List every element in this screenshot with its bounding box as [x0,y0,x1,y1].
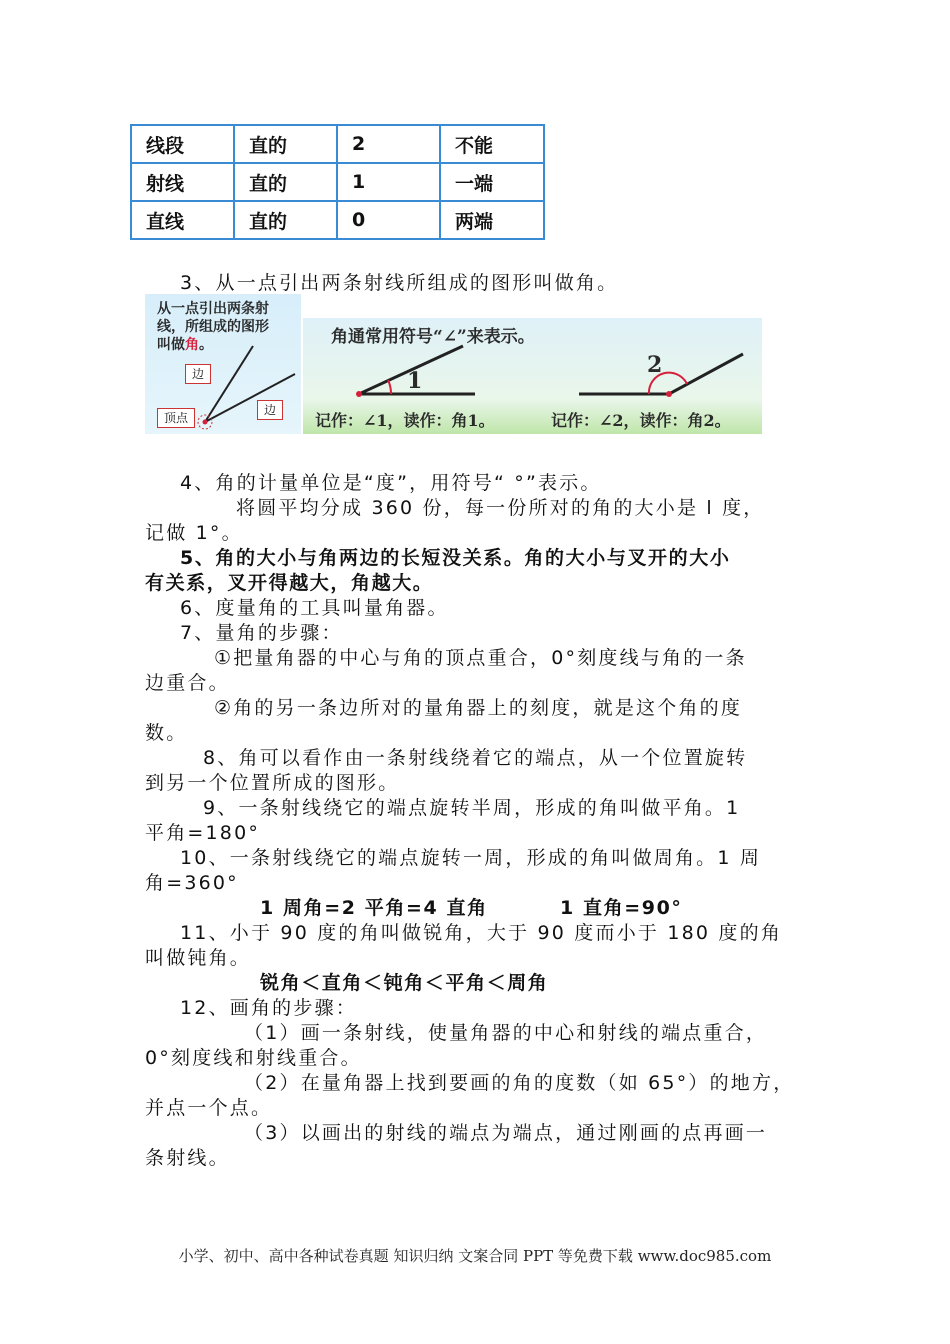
note-angle2: 记作：∠2，读作：角2。 [551,411,731,430]
angle-symbol-panel [303,318,762,434]
item-7: 7、量角的步骤： [180,622,343,644]
item-4-detail-line1: 将圆平均分成 360 份，每一份所对的角的大小是 l 度， [236,497,765,519]
side-label-1: 边 [185,364,211,384]
item-9-line1: 9、一条射线绕它的端点旋转半周，形成的角叫做平角。1 [203,797,741,819]
item-12a-line1: （1）画一条射线，使量角器的中心和射线的端点重合， [244,1022,768,1044]
symbol-note: 角通常用符号“∠”来表示。 [331,327,535,347]
item-3: 3、从一点引出两条射线所组成的图形叫做角。 [180,272,619,294]
table-row [131,201,544,239]
table-cell: 直线 [131,201,234,239]
angle-illustration [145,294,762,434]
table-cell: 一端 [440,163,544,201]
item-7a-line2: 边重合。 [145,672,230,694]
vertex-label: 顶点 [157,408,195,428]
table-row [131,163,544,201]
angle2-number: 2 [647,352,663,378]
note-angle1: 记作：∠1，读作：角1。 [315,411,495,430]
page-footer: 小学、初中、高中各种试卷真题 知识归纳 文案合同 PPT 等免费下载 www.doc985.com [178,1247,772,1265]
item-5-line2: 有关系，叉开得越大，角越大。 [145,572,434,594]
item-12b-line1: （2）在量角器上找到要画的角的度数（如 65°）的地方， [244,1072,795,1094]
table-row [131,125,544,163]
item-9-line2: 平角=180° [145,822,261,844]
table-cell: 2 [337,125,440,163]
left-caption-line2: 线，所组成的图形 [157,319,269,335]
item-11-line1: 11、小于 90 度的角叫做锐角，大于 90 度而小于 180 度的角 [180,922,783,944]
summary-right-angle: 1 直角=90° [560,897,683,919]
item-7b-line2: 数。 [145,722,188,744]
table-cell: 直的 [234,201,337,239]
table-cell: 不能 [440,125,544,163]
item-12b-line2: 并点一个点。 [145,1097,273,1119]
item-12a-line2: 0°刻度线和射线重合。 [145,1047,362,1069]
left-caption-line1: 从一点引出两条射 [157,301,269,317]
item-12c-line1: （3）以画出的射线的端点为端点，通过刚画的点再画一 [244,1122,768,1144]
table-cell: 射线 [131,163,234,201]
item-7a-line1: ①把量角器的中心与角的顶点重合，0°刻度线与角的一条 [214,647,747,669]
item-4: 4、角的计量单位是“度”，用符号“ °”表示。 [180,472,602,494]
angle-order: 锐角＜直角＜钝角＜平角＜周角 [260,972,549,994]
angle-definition-panel [145,294,301,434]
item-10-line1: 10、一条射线绕它的端点旋转一周，形成的角叫做周角。1 周 [180,847,762,869]
item-8-line1: 8、角可以看作由一条射线绕着它的端点，从一个位置旋转 [203,747,748,769]
summary-angle-relations: 1 周角=2 平角=4 直角 [260,897,488,919]
side-label-2: 边 [257,400,283,420]
table-cell: 线段 [131,125,234,163]
table-cell: 直的 [234,125,337,163]
item-12: 12、画角的步骤： [180,997,357,1019]
table-cell: 直的 [234,163,337,201]
angle1-number: 1 [407,368,423,394]
item-10-line2: 角=360° [145,872,239,894]
table-cell: 1 [337,163,440,201]
line-types-table [130,124,545,240]
item-11-line2: 叫做钝角。 [145,947,252,969]
table-cell: 0 [337,201,440,239]
item-7b-line1: ②角的另一条边所对的量角器上的刻度，就是这个角的度 [214,697,743,719]
item-4-detail-line2: 记做 1°。 [145,522,243,544]
item-12c-line2: 条射线。 [145,1147,230,1169]
item-8-line2: 到另一个位置所成的图形。 [145,772,400,794]
left-caption-line3: 叫做角。 [157,337,213,353]
item-5-line1: 5、角的大小与角两边的长短没关系。角的大小与叉开的大小 [180,547,731,569]
item-6: 6、度量角的工具叫量角器。 [180,597,449,619]
table-cell: 两端 [440,201,544,239]
